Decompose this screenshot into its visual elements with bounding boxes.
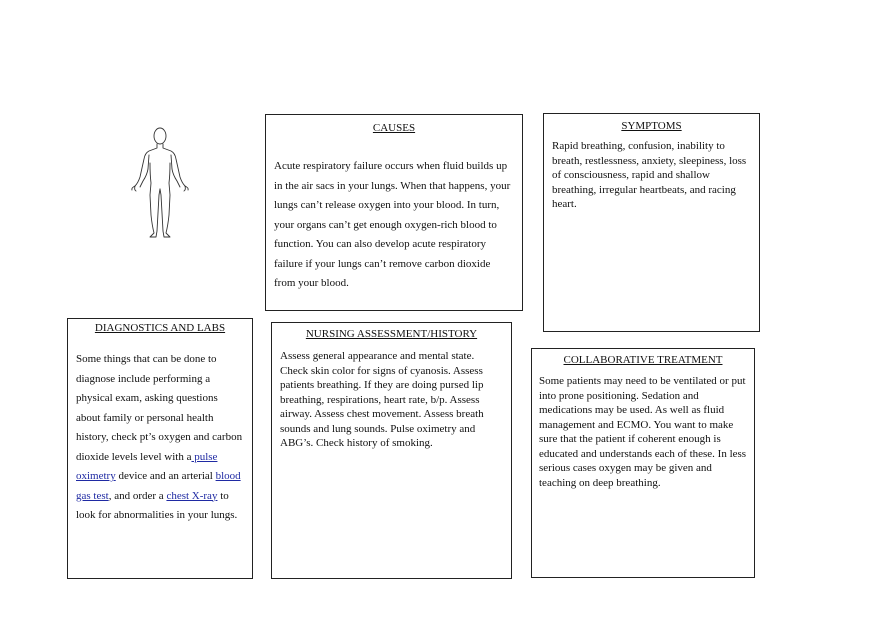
symptoms-title: SYMPTOMS xyxy=(621,120,682,132)
diagnostics-text-3: , and order a xyxy=(108,489,167,502)
pulse-oximetry-link[interactable]: pulse oximetry xyxy=(76,450,218,482)
nursing-text: Assess general appearance and mental state. Check skin color for signs of cyanosis. Assess patients breathing. If they are doing pursed lip breathing, respirations, heart rate, b/p. Assess airway. Assess chest movement. Assess breath sounds and lung sounds. Pulse oximetry and ABG’s. Check history of smoking. xyxy=(280,350,484,449)
chest-xray-link[interactable]: chest X-ray xyxy=(166,489,218,502)
diagnostics-text xyxy=(76,350,244,526)
diagnostics-text-1: Some things that can be done to diagnose include performing a physical exam, asking questions about family or personal health history, check pt’s oxygen and carbon dioxide levels level with a xyxy=(76,353,243,463)
diagnostics-box xyxy=(67,318,253,579)
symptoms-text: Rapid breathing, confusion, inability to breath, restlessness, anxiety, sleepiness, loss of consciousness, rapid and shallow breathing, irregular heartbeats, and racing heart. xyxy=(552,140,747,210)
collaborative-treatment-box xyxy=(531,348,755,578)
symptoms-box xyxy=(543,113,760,332)
diagnostics-title: DIAGNOSTICS AND LABS xyxy=(94,322,226,334)
blood-gas-test-link[interactable]: blood gas test xyxy=(76,470,241,502)
causes-box xyxy=(265,114,523,311)
causes-title: CAUSES xyxy=(372,122,416,134)
nursing-assessment-box xyxy=(271,322,512,579)
nursing-title: NURSING ASSESSMENT/HISTORY xyxy=(305,328,478,340)
collaborative-title: COLLABORATIVE TREATMENT xyxy=(563,354,723,366)
human-body-outline-icon xyxy=(128,125,192,240)
collaborative-text: Some patients may need to be ventilated or put into prone positioning. Sedation and medications may be used. As well as fluid management and ECMO. You want to make sure that the patient if coherent enough is educated and understands each of these. In less serious cases oxygen may be given and teaching on deep breathing. xyxy=(539,375,747,489)
causes-text: Acute respiratory failure occurs when fluid builds up in the air sacs in your lungs. When that happens, your lungs can’t release oxygen into your blood. In turn, your organs can’t get enough oxygen-rich blood to function. You can also develop acute respiratory failure if your lungs can’t remove carbon dioxide from your blood. xyxy=(274,160,511,289)
diagnostics-text-4: to look for abnormalities in your lungs. xyxy=(76,489,238,521)
diagnostics-text-2: device and an arterial xyxy=(115,470,216,482)
